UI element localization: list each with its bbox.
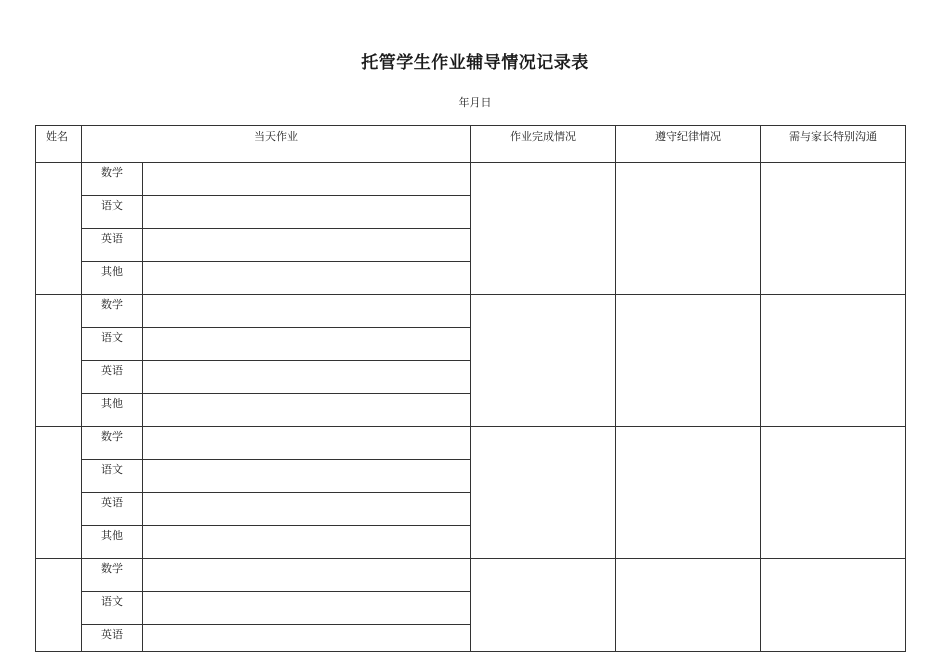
homework-content-cell[interactable] [143, 328, 471, 361]
homework-content-cell[interactable] [143, 163, 471, 196]
subject-label: 英语 [82, 625, 143, 652]
parent-notes-cell[interactable] [761, 295, 906, 427]
student-name-cell[interactable] [36, 295, 82, 427]
homework-content-cell[interactable] [143, 361, 471, 394]
homework-content-cell[interactable] [143, 559, 471, 592]
homework-content-cell[interactable] [143, 493, 471, 526]
discipline-cell[interactable] [616, 559, 761, 652]
subject-label: 英语 [82, 493, 143, 526]
subject-label: 英语 [82, 229, 143, 262]
student-name-cell[interactable] [36, 427, 82, 559]
subject-label: 数学 [82, 559, 143, 592]
table-row [36, 163, 906, 196]
completion-cell[interactable] [471, 427, 616, 559]
page-title: 托管学生作业辅导情况记录表 [361, 53, 589, 73]
subject-label: 数学 [82, 163, 143, 196]
parent-notes-cell[interactable] [761, 559, 906, 652]
header-row [36, 126, 906, 163]
completion-cell[interactable] [471, 295, 616, 427]
header-discipline: 遵守纪律情况 [616, 126, 761, 163]
subject-label: 其他 [82, 526, 143, 559]
discipline-cell[interactable] [616, 295, 761, 427]
completion-cell[interactable] [471, 559, 616, 652]
header-name: 姓名 [36, 126, 82, 163]
discipline-cell[interactable] [616, 427, 761, 559]
header-completion: 作业完成情况 [471, 126, 616, 163]
subject-label: 数学 [82, 427, 143, 460]
homework-content-cell[interactable] [143, 427, 471, 460]
subject-label: 其他 [82, 394, 143, 427]
date-line: 年月日 [458, 96, 492, 109]
homework-content-cell[interactable] [143, 592, 471, 625]
subject-label: 数学 [82, 295, 143, 328]
homework-content-cell[interactable] [143, 229, 471, 262]
parent-notes-cell[interactable] [761, 163, 906, 295]
header-homework: 当天作业 [82, 126, 471, 163]
subject-label: 英语 [82, 361, 143, 394]
subject-label: 语文 [82, 460, 143, 493]
subject-label: 其他 [82, 262, 143, 295]
parent-notes-cell[interactable] [761, 427, 906, 559]
discipline-cell[interactable] [616, 163, 761, 295]
student-name-cell[interactable] [36, 559, 82, 652]
student-name-cell[interactable] [36, 163, 82, 295]
header-parent-notes: 需与家长特别沟通 [761, 126, 906, 163]
subject-label: 语文 [82, 196, 143, 229]
homework-content-cell[interactable] [143, 196, 471, 229]
table-row [36, 427, 906, 460]
homework-content-cell[interactable] [143, 526, 471, 559]
completion-cell[interactable] [471, 163, 616, 295]
subject-label: 语文 [82, 328, 143, 361]
table-row [36, 559, 906, 592]
homework-content-cell[interactable] [143, 460, 471, 493]
homework-content-cell[interactable] [143, 394, 471, 427]
record-table [35, 125, 906, 652]
table-row [36, 295, 906, 328]
homework-content-cell[interactable] [143, 625, 471, 652]
homework-content-cell[interactable] [143, 262, 471, 295]
subject-label: 语文 [82, 592, 143, 625]
homework-content-cell[interactable] [143, 295, 471, 328]
